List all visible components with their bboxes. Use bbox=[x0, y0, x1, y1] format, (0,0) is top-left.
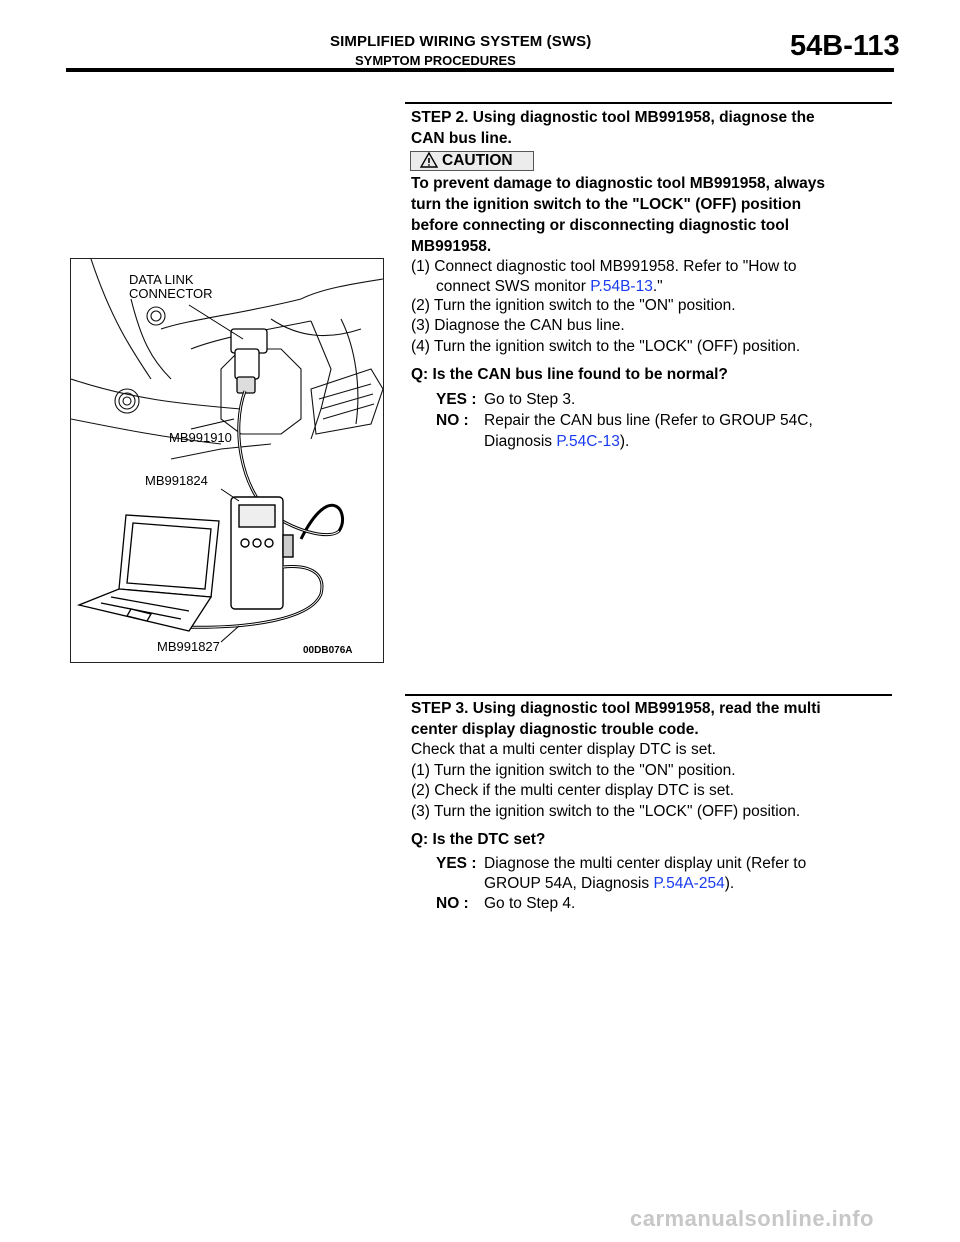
diagnostic-connection-illustration bbox=[71, 259, 383, 662]
step3-yes-text-line1: Diagnose the multi center display unit (Refer to bbox=[484, 855, 807, 872]
step2-item1: (1) Connect diagnostic tool MB991958. Refer to "How to bbox=[411, 258, 797, 275]
diagram-figure bbox=[70, 258, 384, 663]
caution-text-line4: MB991958. bbox=[411, 238, 492, 255]
step2-yes-text: Go to Step 3. bbox=[484, 391, 576, 408]
figure-label-mb991910: MB991910 bbox=[169, 430, 232, 445]
step2-no-text-line2-end: ). bbox=[619, 433, 630, 450]
caution-text-line3: before connecting or disconnecting diagnostic tool bbox=[411, 217, 790, 234]
step3-intro: Check that a multi center display DTC is set. bbox=[411, 741, 716, 758]
step3-item3: (3) Turn the ignition switch to the "LOCK" (OFF) position. bbox=[411, 803, 801, 820]
figure-label-data-link-1: DATA LINK bbox=[129, 272, 194, 287]
step2-no-text-line2-pre: Diagnosis bbox=[484, 433, 557, 450]
step2-item2: (2) Turn the ignition switch to the "ON" position. bbox=[411, 297, 736, 314]
section-title: SIMPLIFIED WIRING SYSTEM (SWS) bbox=[330, 33, 592, 50]
step3-item1: (1) Turn the ignition switch to the "ON" position. bbox=[411, 762, 736, 779]
warning-triangle-icon bbox=[420, 152, 438, 168]
caution-text-line1: To prevent damage to diagnostic tool MB991958, always bbox=[411, 175, 826, 192]
step3-rule bbox=[405, 694, 892, 696]
section-subtitle: SYMPTOM PROCEDURES bbox=[355, 53, 516, 68]
step3-no-text: Go to Step 4. bbox=[484, 895, 576, 912]
step3-yes-text-line2 bbox=[484, 873, 734, 894]
watermark: carmanualsonline.info bbox=[630, 1206, 874, 1231]
step2-item1-cont-end: ." bbox=[652, 278, 663, 295]
step3-item2: (2) Check if the multi center display DTC is set. bbox=[411, 782, 735, 799]
step2-yes-label: YES : bbox=[436, 391, 477, 408]
step2-question: Q: Is the CAN bus line found to be normal? bbox=[411, 366, 728, 383]
step3-no-label: NO : bbox=[436, 895, 469, 912]
step3-yes-label: YES : bbox=[436, 855, 477, 872]
step3-question: Q: Is the DTC set? bbox=[411, 831, 546, 848]
step3-heading-line1: STEP 3. Using diagnostic tool MB991958, read the multi bbox=[411, 700, 821, 717]
step3-yes-text-line2-pre: GROUP 54A, Diagnosis bbox=[484, 875, 654, 892]
step2-no-text-line1: Repair the CAN bus line (Refer to GROUP 54C, bbox=[484, 412, 813, 429]
figure-label-mb991827: MB991827 bbox=[157, 639, 220, 654]
link-p54b-13[interactable]: P.54B-13 bbox=[590, 278, 653, 295]
step3-heading-line2: center display diagnostic trouble code. bbox=[411, 721, 699, 738]
figure-code: 00DB076A bbox=[303, 645, 353, 656]
step2-item3: (3) Diagnose the CAN bus line. bbox=[411, 317, 625, 334]
step2-heading-line2: CAN bus line. bbox=[411, 130, 512, 147]
step3-yes-text-line2-end: ). bbox=[724, 875, 735, 892]
step2-rule bbox=[405, 102, 892, 104]
link-p54c-13[interactable]: P.54C-13 bbox=[556, 433, 620, 450]
step2-item1-cont bbox=[436, 276, 663, 297]
step2-no-text-line2 bbox=[484, 431, 629, 452]
page-number: 54B-113 bbox=[790, 30, 900, 62]
step2-no-label: NO : bbox=[436, 412, 469, 429]
header-rule bbox=[66, 68, 894, 72]
figure-label-mb991824: MB991824 bbox=[145, 473, 208, 488]
caution-text-line2: turn the ignition switch to the "LOCK" (OFF) position bbox=[411, 196, 802, 213]
step2-heading-line1: STEP 2. Using diagnostic tool MB991958, diagnose the bbox=[411, 109, 815, 126]
link-p54a-254[interactable]: P.54A-254 bbox=[653, 875, 725, 892]
figure-label-data-link-2: CONNECTOR bbox=[129, 286, 213, 301]
caution-label: CAUTION bbox=[442, 152, 513, 169]
step2-item1-cont-text: connect SWS monitor bbox=[436, 278, 591, 295]
step2-item4: (4) Turn the ignition switch to the "LOCK" (OFF) position. bbox=[411, 338, 801, 355]
